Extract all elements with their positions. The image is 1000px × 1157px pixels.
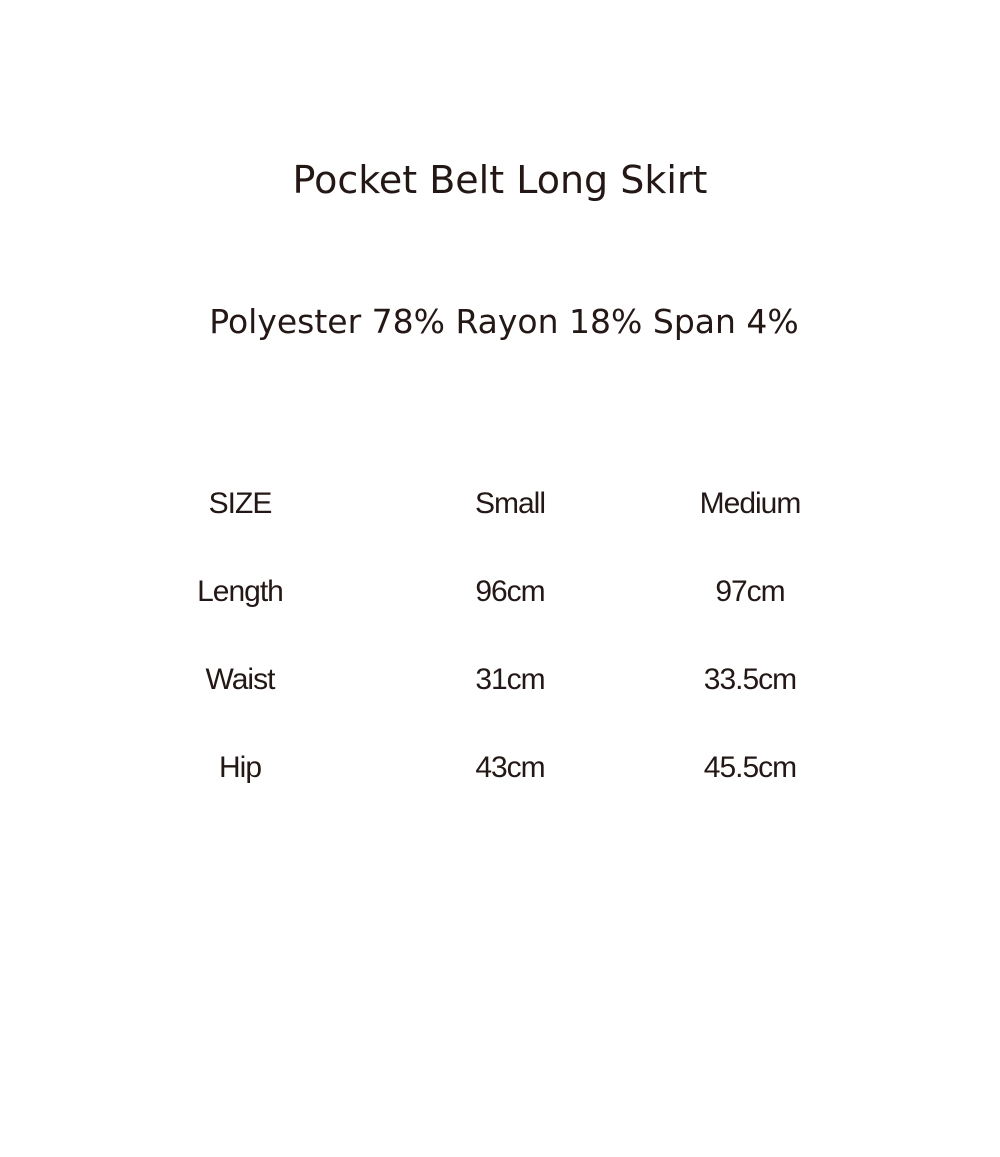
row-label-waist: Waist	[205, 663, 275, 696]
length-small: 96cm	[475, 575, 545, 608]
row-label-length: Length	[197, 575, 283, 608]
product-title: Pocket Belt Long Skirt	[292, 158, 708, 202]
header-size: SIZE	[208, 487, 272, 520]
material-composition: Polyester 78% Rayon 18% Span 4%	[209, 302, 799, 341]
waist-small: 31cm	[475, 663, 545, 696]
header-medium: Medium	[699, 487, 801, 520]
hip-medium: 45.5cm	[703, 751, 797, 784]
header-small: Small	[474, 487, 545, 520]
waist-medium: 33.5cm	[703, 663, 797, 696]
length-medium: 97cm	[715, 575, 785, 608]
hip-small: 43cm	[475, 751, 545, 784]
row-label-hip: Hip	[218, 751, 261, 784]
